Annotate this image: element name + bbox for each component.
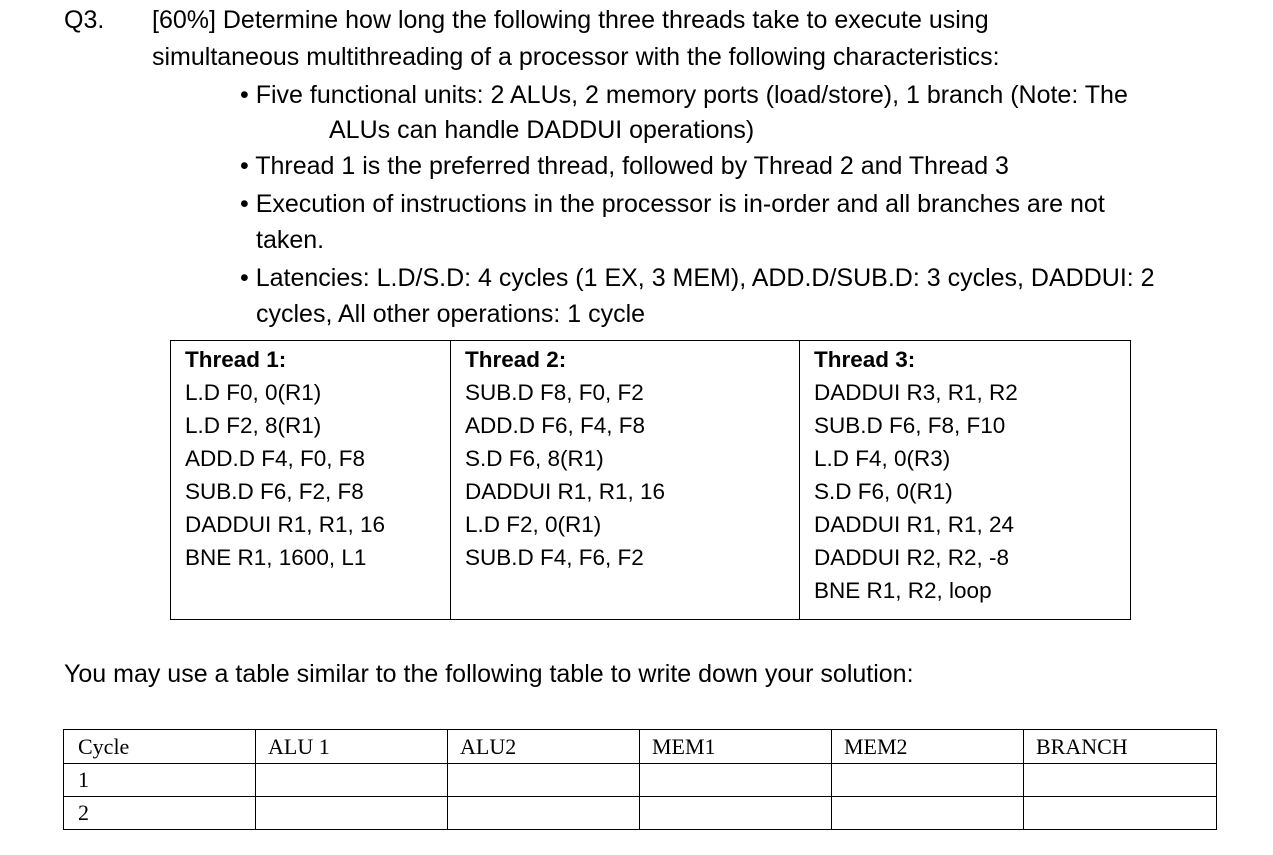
thread-1-instruction: L.D F2, 8(R1)	[185, 413, 322, 438]
thread-2-instruction: SUB.D F4, F6, F2	[465, 545, 644, 570]
thread-3-instruction: S.D F6, 0(R1)	[814, 479, 953, 504]
header-mem1: MEM1	[640, 730, 832, 764]
solution-note: You may use a table similar to the following table to write down your solution:	[64, 660, 914, 688]
thread-2-instruction: SUB.D F8, F0, F2	[465, 380, 644, 405]
question-intro-line-1: [60%] Determine how long the following three threads take to execute using	[152, 6, 989, 34]
thread-3-instruction: SUB.D F6, F8, F10	[814, 413, 1006, 438]
solution-header-row	[64, 730, 1217, 764]
alu2-cell	[448, 797, 640, 830]
bullet-functional-units-cont: ALUs can handle DADDUI operations)	[329, 116, 755, 144]
table-row	[64, 764, 1217, 797]
cycle-cell: 1	[64, 764, 256, 797]
bullet-preferred-thread: • Thread 1 is the preferred thread, followed by Thread 2 and Thread 3	[240, 152, 1009, 180]
alu2-cell	[448, 764, 640, 797]
bullet-latencies-cont: cycles, All other operations: 1 cycle	[256, 300, 646, 328]
thread-1-instruction: DADDUI R1, R1, 16	[185, 512, 386, 537]
thread-2-instruction: L.D F2, 0(R1)	[465, 512, 602, 537]
thread-1-instruction: L.D F0, 0(R1)	[185, 380, 322, 405]
header-alu1: ALU 1	[256, 730, 448, 764]
thread-3-instruction: DADDUI R2, R2, -8	[814, 545, 1010, 570]
bullet-functional-units: • Five functional units: 2 ALUs, 2 memory ports (load/store), 1 branch (Note: The	[240, 81, 1128, 109]
cycle-cell: 2	[64, 797, 256, 830]
thread-3-title: Thread 3:	[814, 347, 916, 372]
table-row	[64, 797, 1217, 830]
header-branch: BRANCH	[1024, 730, 1217, 764]
thread-1-instruction: SUB.D F6, F2, F8	[185, 479, 364, 504]
solution-table	[63, 729, 1217, 830]
threads-table	[170, 340, 1131, 620]
thread-3-instruction: L.D F4, 0(R3)	[814, 446, 951, 471]
branch-cell	[1024, 797, 1217, 830]
thread-3-instruction: DADDUI R3, R1, R2	[814, 380, 1018, 405]
thread-3-column	[800, 341, 1132, 619]
header-mem2: MEM2	[832, 730, 1024, 764]
thread-1-title: Thread 1:	[185, 347, 287, 372]
thread-2-instruction: S.D F6, 8(R1)	[465, 446, 604, 471]
branch-cell	[1024, 764, 1217, 797]
bullet-latencies: • Latencies: L.D/S.D: 4 cycles (1 EX, 3 MEM), ADD.D/SUB.D: 3 cycles, DADDUI: 2	[240, 264, 1155, 292]
thread-2-instruction: ADD.D F6, F4, F8	[465, 413, 646, 438]
thread-1-instruction: BNE R1, 1600, L1	[185, 545, 367, 570]
thread-2-column	[451, 341, 800, 619]
bullet-in-order-cont: taken.	[256, 226, 325, 254]
header-alu2: ALU2	[448, 730, 640, 764]
thread-2-title: Thread 2:	[465, 347, 567, 372]
mem1-cell	[640, 797, 832, 830]
thread-3-instruction: BNE R1, R2, loop	[814, 578, 992, 603]
question-number: Q3.	[64, 6, 105, 34]
alu1-cell	[256, 797, 448, 830]
question-intro-line-2: simultaneous multithreading of a processor with the following characteristics:	[152, 43, 1000, 71]
thread-3-instruction: DADDUI R1, R1, 24	[814, 512, 1015, 537]
thread-1-instruction: ADD.D F4, F0, F8	[185, 446, 366, 471]
mem2-cell	[832, 797, 1024, 830]
bullet-in-order: • Execution of instructions in the processor is in-order and all branches are not	[240, 190, 1105, 218]
header-cycle: Cycle	[64, 730, 256, 764]
thread-1-column	[171, 341, 451, 619]
alu1-cell	[256, 764, 448, 797]
thread-2-instruction: DADDUI R1, R1, 16	[465, 479, 666, 504]
mem1-cell	[640, 764, 832, 797]
mem2-cell	[832, 764, 1024, 797]
